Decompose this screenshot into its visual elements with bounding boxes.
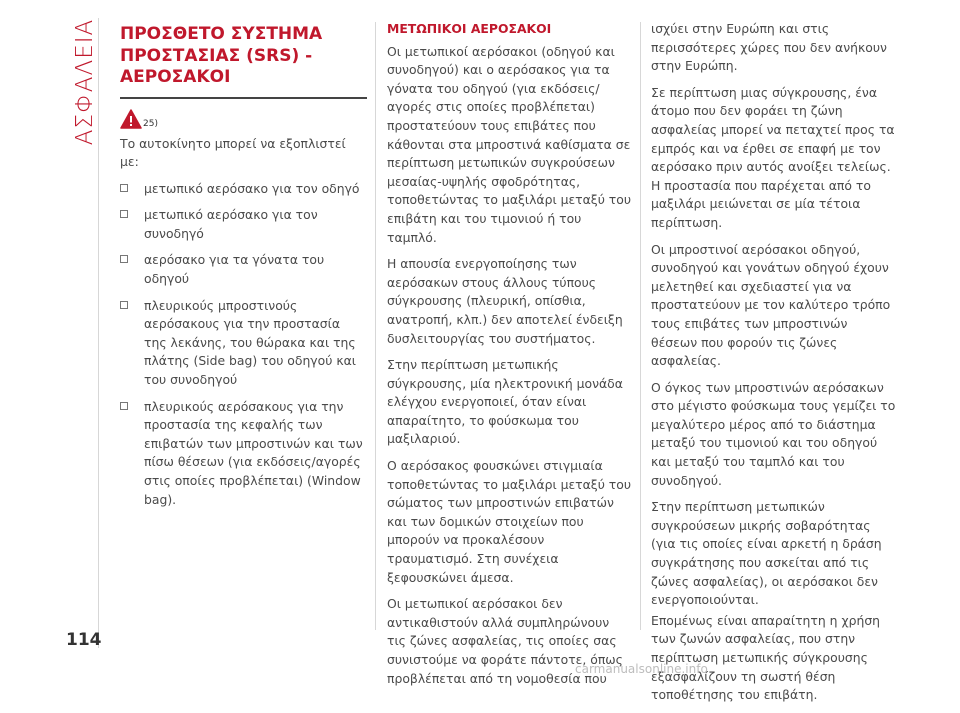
paragraph: Επομένως είναι απαραίτητη η χρήση των ζωνών ασφαλείας, που στην περίπτωση μετωπικής σύγκρουσης εξασφαλίζουν τη σωστή θέση τοποθέτησης του επιβάτη. xyxy=(651,612,881,703)
bullet-box-icon xyxy=(120,301,128,309)
list-item: πλευρικούς αερόσακους για την προστασία της κεφαλής των επιβατών των μπροστινών και των πίσω θέσεων (για εκδόσεις/αγορές στις οποίες προβλέπεται) (Window bag). xyxy=(120,398,365,510)
section-heading: ΜΕΤΩΠΙΚΟΙ ΑΕΡΟΣΑΚΟΙ xyxy=(387,21,552,36)
paragraph: Στην περίπτωση μετωπικών συγκρούσεων μικρής σοβαρότητας (για τις οποίες είναι αρκετή η δράση συγκράτησης που ασκείται από τις ζώνες ασφαλείας), οι αερόσακοι δεν ενεργοποιούνται. xyxy=(651,499,882,608)
page-title xyxy=(120,24,365,89)
paragraph: Ο αερόσακος φουσκώνει στιγμιαία τοποθετώντας το μαξιλάρι μεταξύ του σώματος των μπροστινών επιβατών και των δομικών στοιχείων που μπορούν να προκαλέσουν τραυματισμό. Στη συνέχεια ξεφουσκώνει άμεσα. xyxy=(387,458,632,585)
side-divider xyxy=(98,18,99,648)
list-item: αερόσακο για τα γόνατα του οδηγού xyxy=(120,251,365,288)
column-divider xyxy=(640,22,641,630)
paragraph: Η απουσία ενεργοποίησης των αερόσακων στους άλλους τύπους σύγκρουσης (πλευρική, οπίσθια, ανατροπή, κλπ.) δεν αποτελεί ένδειξη δυσλειτουργίας του συστήματος. xyxy=(387,256,623,346)
warning-reference: 25) xyxy=(143,118,158,129)
list-item: πλευρικούς μπροστινούς αερόσακους για την προστασία της λεκάνης, του θώρακα και της πλάτης (Side bag) του οδηγού και του συνοδηγού xyxy=(120,297,365,390)
title-underline xyxy=(120,97,367,99)
bullet-box-icon xyxy=(120,210,128,218)
title-line: ΑΕΡΟΣΑΚΟΙ xyxy=(120,67,231,87)
list-item: μετωπικό αερόσακο για τον οδηγό xyxy=(120,180,365,199)
column-2 xyxy=(387,20,632,696)
title-line: ΠΡΟΣΤΑΣΙΑΣ (SRS) - xyxy=(120,45,313,66)
paragraph: ισχύει στην Ευρώπη και στις περισσότερες χώρες που δεν ανήκουν στην Ευρώπη. xyxy=(651,21,887,74)
paragraph: Οι μπροστινοί αερόσακοι οδηγού, συνοδηγού και γονάτων οδηγού έχουν μελετηθεί και σχεδιαστεί για να προστατεύουν με τον καλύτερο τρόπο τους επιβάτες των μπροστινών θέσεων που φορούν τις ζώνες ασφαλείας. xyxy=(651,241,891,369)
paragraph: Ο όγκος των μπροστινών αερόσακων στο μέγιστο φούσκωμα τους γεμίζει το μεγαλύτερο μέρος από το διάστημα μεταξύ του τιμονιού και του οδηγού και μεταξύ του ταμπλό και του συνοδηγού. xyxy=(651,379,896,488)
intro-text: Το αυτοκίνητο μπορεί να εξοπλιστεί με: xyxy=(120,135,346,170)
warning-triangle-icon xyxy=(120,109,142,129)
column-3 xyxy=(651,20,896,713)
title-line: ΠΡΟΣΘΕΤΟ ΣΥΣΤΗΜΑ xyxy=(120,24,323,44)
paragraph: Οι μετωπικοί αερόσακοι δεν αντικαθιστούν αλλά συμπληρώνουν τις ζώνες ασφαλείας, τις οποίες σας συνιστούμε να φοράτε πάντοτε, όπως προβλέπεται από τη νομοθεσία που xyxy=(387,596,623,686)
column-divider xyxy=(375,22,376,630)
bullet-box-icon xyxy=(120,255,128,263)
paragraph: Σε περίπτωση μιας σύγκρουσης, ένα άτομο που δεν φοράει τη ζώνη ασφαλείας μπορεί να πεταχτεί προς τα εμπρός και να έρθει σε επαφή με τον αερόσακο πριν αυτός ανοίξει τελείως. Η προστασία που παρέχεται από το μαξιλάρι μειώνεται σε μία τέτοια περίπτωση. xyxy=(651,84,895,230)
watermark: carmanualsonline.info xyxy=(575,662,708,676)
page-number: 114 xyxy=(66,630,102,650)
paragraph: Οι μετωπικοί αερόσακοι (οδηγού και συνοδηγού) και ο αερόσακος για τα γόνατα του οδηγού (για εκδόσεις/αγορές στις οποίες προβλέπεται) προστατεύουν τους επιβάτες που κάθονται στα μπροστινά καθίσματα σε περίπτωση μετωπικών συγκρούσεων μεσαίας-υψηλής σφοδρότητας, τοποθετώντας το μαξιλάρι μεταξύ του επιβάτη και του τιμονιού ή του ταμπλό. xyxy=(387,43,632,245)
column-1 xyxy=(120,20,365,517)
airbag-list xyxy=(120,180,365,510)
bullet-box-icon xyxy=(120,184,128,192)
list-item: μετωπικό αερόσακο για τον συνοδηγό xyxy=(120,206,365,243)
section-side-label: ΑΣΦΑΛΕΙΑ xyxy=(72,18,98,146)
bullet-box-icon xyxy=(120,402,128,410)
warning-note xyxy=(120,109,365,131)
paragraph: Στην περίπτωση μετωπικής σύγκρουσης, μία ηλεκτρονική μονάδα ελέγχου ενεργοποιεί, όταν είναι απαραίτητο, το φούσκωμα του μαξιλαριού. xyxy=(387,357,623,447)
